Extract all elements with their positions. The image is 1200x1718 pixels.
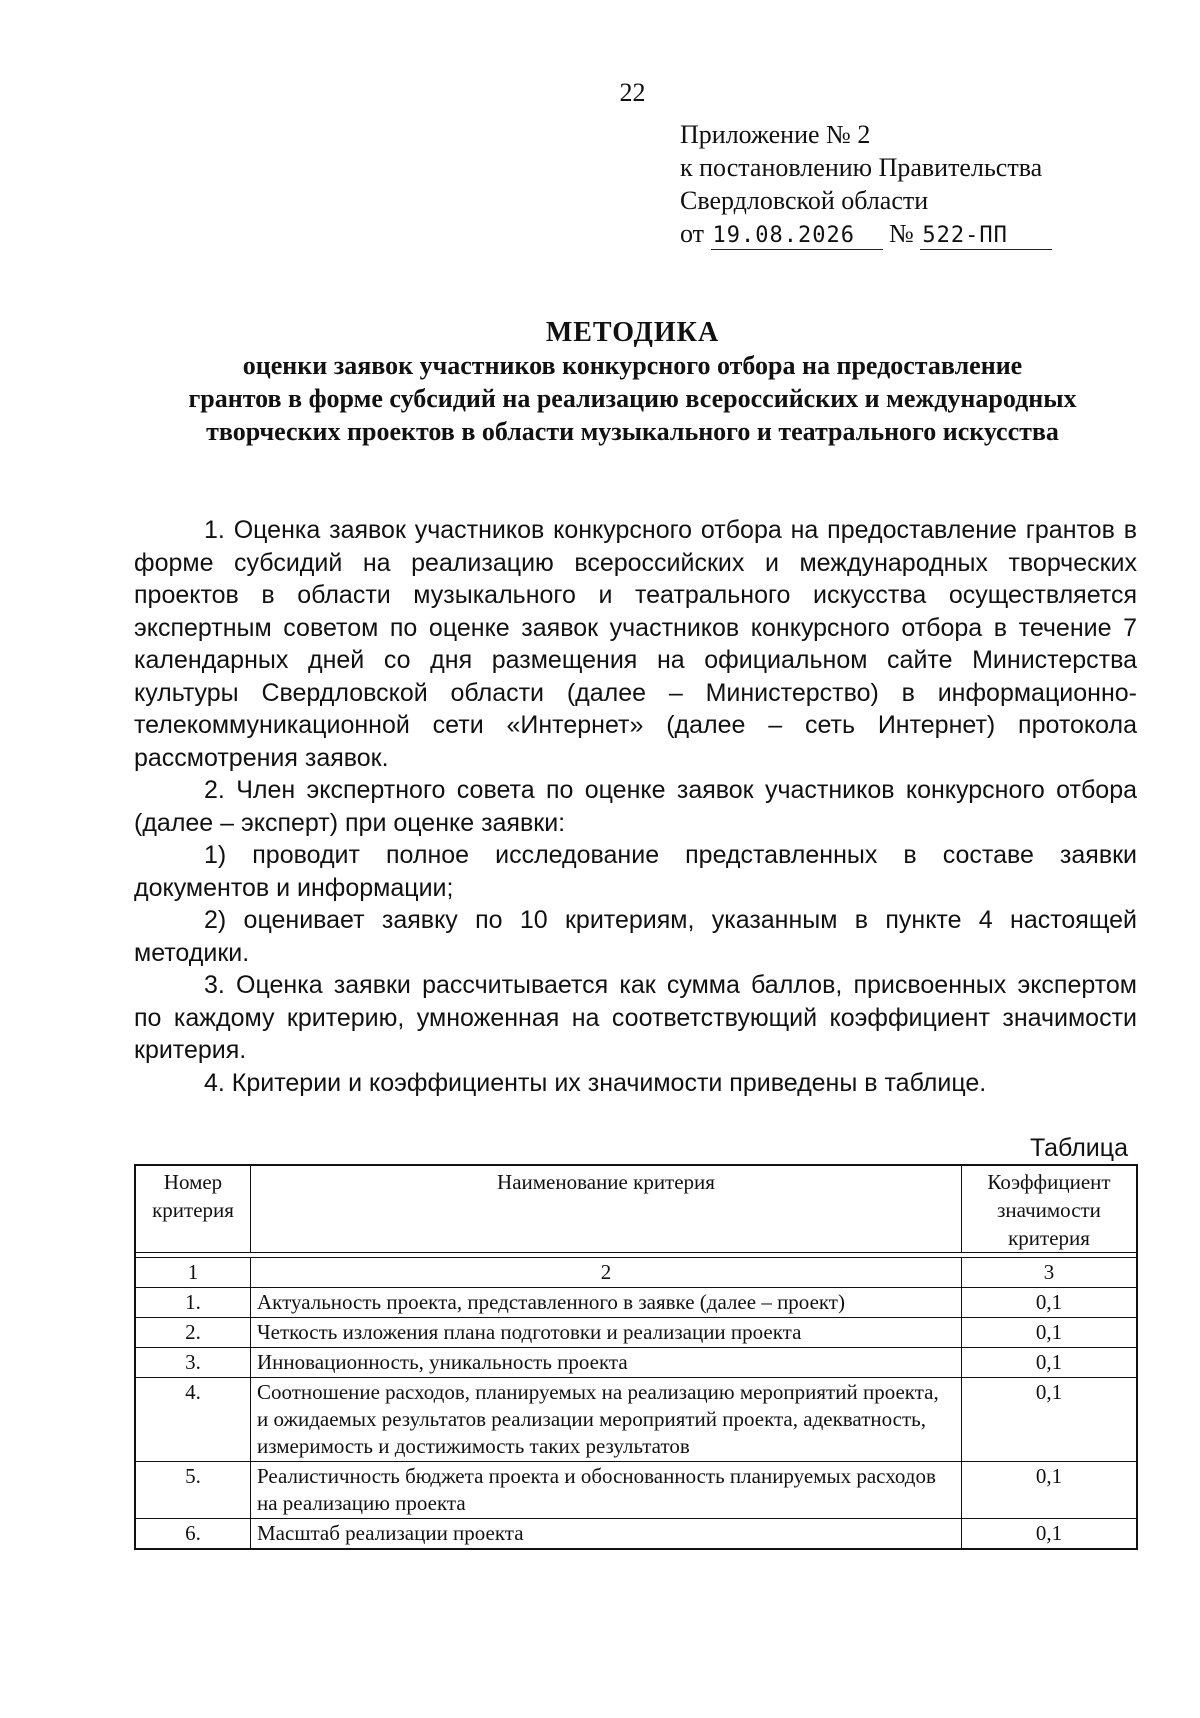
appendix-header [680,118,1052,250]
criteria-table [134,1164,1138,1550]
paragraph-2: 2. Член экспертного совета по оценке заявок участников конкурсного отбора (далее – эксперт) при оценке заявки: [134,776,1137,837]
title-line-1: оценки заявок участников конкурсного отбора на предоставление [242,351,1023,380]
criterion-number: 3. [135,1348,251,1378]
table-row [135,1462,1137,1519]
table-row [135,1288,1137,1318]
title-line-3: творческих проектов в области музыкального и театрального искусства [206,417,1059,446]
table-column-numbers-row [135,1258,1137,1288]
table-row [135,1348,1137,1378]
column-number-2: 2 [251,1258,962,1288]
paragraph-2-item-1: 1) проводит полное исследование представленных в составе заявки документов и информации; [134,841,1137,902]
title-main: МЕТОДИКА [545,317,720,348]
criterion-name: Четкость изложения плана подготовки и реализации проекта [251,1318,962,1348]
title-line-2: грантов в форме субсидий на реализацию всероссийских и международных [188,384,1077,413]
table-label: Таблица [1029,1134,1128,1162]
paragraph-1: 1. Оценка заявок участников конкурсного отбора на предоставление грантов в форме субсидий на реализацию всероссийских и международных творческих проектов в области музыкального и театрального искусства осуществляется экспертным советом по оценке заявок участников конкурсного отбора в течение 7 календарных дней со дня размещения на официальном сайте Министерства культуры Свердловской области (далее – Министерство) в информационно-телекоммуникационной сети «Интернет» (далее – сеть Интернет) протокола рассмотрения заявок. [134,516,1137,772]
table-header-row [135,1165,1137,1253]
table-row [135,1519,1137,1550]
header-name: Наименование критерия [251,1165,962,1253]
appendix-title: Приложение № 2 [680,120,871,149]
document-title [0,316,1200,448]
criterion-name: Реалистичность бюджета проекта и обоснованность планируемых расходов на реализацию проекта [251,1462,962,1519]
paragraph-3: 3. Оценка заявки рассчитывается как сумма баллов, присвоенных экспертом по каждому критерию, умноженная на соответствующий коэффициент значимости критерия. [134,971,1137,1064]
number-prefix: № [889,219,914,248]
criterion-number: 1. [135,1288,251,1318]
header-number: Номер критерия [135,1165,251,1253]
criterion-coefficient: 0,1 [962,1288,1138,1318]
resolution-date: 19.08.2026 [711,223,883,250]
paragraph-2-item-2: 2) оценивает заявку по 10 критериям, указанным в пункте 4 настоящей методики. [134,906,1137,967]
criterion-number: 5. [135,1462,251,1519]
table-row [135,1318,1137,1348]
criterion-number: 4. [135,1378,251,1462]
resolution-number: 522-ПП [920,223,1052,250]
criterion-coefficient: 0,1 [962,1378,1138,1462]
criterion-name: Актуальность проекта, представленного в заявке (далее – проект) [251,1288,962,1318]
appendix-region-line: Свердловской области [680,186,929,215]
table-row [135,1378,1137,1462]
body-text [134,514,1137,1099]
criterion-coefficient: 0,1 [962,1462,1138,1519]
appendix-resolution-line: к постановлению Правительства [680,153,1043,182]
criterion-name: Инновационность, уникальность проекта [251,1348,962,1378]
column-number-3: 3 [962,1258,1138,1288]
criterion-coefficient: 0,1 [962,1318,1138,1348]
criterion-name: Соотношение расходов, планируемых на реализацию мероприятий проекта, и ожидаемых результатов реализации мероприятий проекта, адекватность, измеримость и достижимость таких результатов [251,1378,962,1462]
page-number: 22 [619,78,646,107]
criterion-number: 2. [135,1318,251,1348]
criterion-number: 6. [135,1519,251,1550]
paragraph-4: 4. Критерии и коэффициенты их значимости приведены в таблице. [204,1068,987,1097]
criterion-name: Масштаб реализации проекта [251,1519,962,1550]
criterion-coefficient: 0,1 [962,1519,1138,1550]
column-number-1: 1 [135,1258,251,1288]
appendix-date-number-line [680,217,1052,250]
header-coefficient: Коэффициент значимости критерия [962,1165,1138,1253]
criterion-coefficient: 0,1 [962,1348,1138,1378]
date-prefix: от [680,219,705,248]
